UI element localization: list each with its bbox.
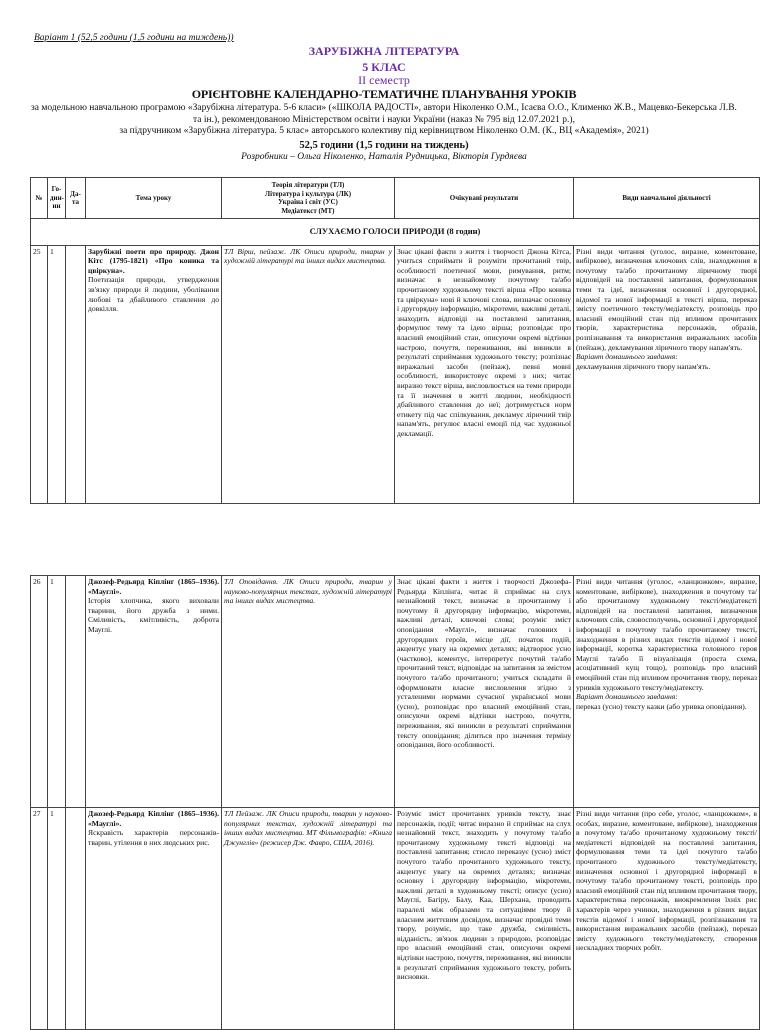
semester-title: ІІ семестр (358, 73, 410, 87)
row-theory: ТЛ Пейзаж. ЛК Описи природи, тварин у науково-популярних текстах, художній літературі та інших видах мистецтва. МТ Фільмографія: «Книга Джунглів» (режисер Дж. Фавро, США, 2016). (222, 808, 395, 1030)
table-header-row (31, 178, 760, 219)
table-row (31, 808, 760, 1030)
grade-title: 5 КЛАС (362, 60, 406, 74)
row-no: 25 (31, 245, 48, 503)
textbook-text: за підручником «Зарубіжна література. 5 клас» авторського колективу під керівництвом Ніколенко О.М. (К., ВЦ «Академія», 2021) (119, 126, 649, 136)
row-topic (86, 576, 222, 808)
row-topic (86, 245, 222, 503)
homework-label: Варіант домашнього завдання: (576, 352, 678, 362)
plan-table-2 (30, 575, 760, 1030)
row-results: Знає цікаві факти з життя і творчості Джона Кітса, учиться сприймати й розуміти прочитаний твір, особливості поетичної мови, римування, ритм; визначає в незнайомому почутому та/або прочитаному художньому тексті вірша «Про коника та цвіркуна» нові й ключові слова, визначає основну і другорядну інформацію, мікротеми, важливі деталі, знаходить відповіді на поставлені запитання, формулює тему та ідею вірша; розповідає про власний емоційний стан, описуючи окремі відтінки настрою, почуття, переживання, які виникли в результаті сприймання художнього тексту; розпізнає виражальні засоби (пейзаж), певні мовні особливості, використовує окремі з них; читає виразно текст вірша, висловлюється на теми природи та її значення в житті людини, необхідності дбайливого ставлення до неї; дотримується норм етикету під час спілкування, декламує ліричний твір напам'ять, регулює власні емоції під час художньої декламації. (395, 245, 574, 503)
row-date (66, 808, 86, 1030)
row-activities (574, 245, 760, 503)
subject-title: ЗАРУБІЖНА ЛІТЕРАТУРА (308, 44, 460, 58)
row-no: 27 (31, 808, 48, 1030)
table-row (31, 576, 760, 808)
topic-title: Джозеф-Редьярд Кіплінг (1865–1936). «Мауглі». (88, 577, 219, 596)
header-theory-mt: Медіатекст (МТ) (281, 206, 335, 215)
row-date (66, 245, 86, 503)
section-row (31, 219, 760, 246)
header-theory-us: Україна і світ (УС) (278, 198, 338, 206)
header-date: Да-та (66, 178, 86, 219)
section-title: СЛУХАЄМО ГОЛОСИ ПРИРОДИ (8 годин) (31, 219, 760, 246)
row-theory: ТЛ Оповідання. ЛК Описи природи, тварин у науково-популярних текстах, художній літературі та інших видах мистецтва. (222, 576, 395, 808)
activities-text: Різні види читання (уголос, виразне, коментоване, вибіркове), визначення ключових слів, знаходження в почутому та/або прочитаному ліричному творі відповідей на поставлені запитання, формулювання теми та ідеї, визначення основної і другорядної, відомої та нової інформації в тексті вірша, переказ змісту поетичного тексту/медіатексту, розповідь про власний емоційний стан під впливом прочитаних творів, характеристика персонажів, образів, розпізнавання та використання виражальних засобів (пейзаж), декламування ліричного твору напам'ять. (576, 246, 757, 352)
homework-label: Варіант домашнього завдання: (576, 692, 678, 702)
table-row (31, 245, 760, 503)
plan-title: ОРІЄНТОВНЕ КАЛЕНДАРНО-ТЕМАТИЧНЕ ПЛАНУВАННЯ УРОКІВ (191, 87, 577, 101)
topic-text: Яскравість характерів персонажів-тварин, утілення в них людських рис. (88, 828, 219, 847)
header-hours: Го-дин-ин (48, 178, 66, 219)
row-activities: Різні види читання (про себе, уголос, «ланцюжком», в особах, виразне, коментоване, вибіркове), знаходження в почутому та/або прочитаному художньому тексті/медіатексті відповідей на поставлені запитання, формулювання теми та ідеї почутого та/або прочитаного художнього тексту/медіатексту, визначення основної і другорядної інформації в почутому та/або прочитаному тексті, розповідь про власний емоційний стан під впливом прочитання твору, характеристика персонажів, виокремлення їхніх рис характерів через учинки, знаходження в різних видах текстів відомої і нової інформації, розпізнавання та використання виражальних засобів (пейзаж), переказ змісту художнього тексту/медіатексту, створення нескладних творчих робіт. (574, 808, 760, 1030)
row-theory: ТЛ Вірш, пейзаж. ЛК Описи природи, тварин у художній літературі та інших видах мистецтва. (222, 245, 395, 503)
header-theory-tl: Теорія літератури (ТЛ) (271, 181, 345, 189)
header-theory-lk: Література і культура (ЛК) (264, 189, 352, 198)
hours-text: 52,5 години (1,5 години на тиждень) (299, 140, 469, 151)
topic-text: Поетизація природи, утвердження зв'язку природи й людини, уболівання любові та дбайливого ставлення до довкілля. (88, 275, 219, 314)
activities-text: Різні види читання (уголос, «ланцюжком», виразне, коментоване, вибіркове), знаходження в почутому та/або прочитаному художньому тексті/медіатексті відповідей на поставлені запитання, визначення ключових слів, словосполучень, основної і другорядної інформації в почутому та/або прочитаному тексті, знаходження в різних видах текстів відомої і нової інформації, коротка характеристика головного героя Мауглі та/або її візуалізація (проста схема, асоціативний кущ тощо), розповідь про власний емоційний стан під впливом прочитання твору, переказ уривків художнього тексту/медіатексту. (576, 577, 757, 692)
row-results: Розуміє зміст прочитаних уривків тексту, знає персонажів, події; читає виразно й сприймає на слух незнайомий текст, знаходить у почутому та/або прочитаному художньому тексті відповіді на поставлені запитання; стисло переказує (усно) зміст почутого та/або прочитаного художнього тексту, акцентує увагу на окремих деталях; визначає основну і другорядну інформацію, мікротеми, важливі деталі в художньому тексті; описує (усно) Мауглі, Багіру, Балу, Каа, Шерхана, проводить паралелі між образами та ситуаціями твору й власним життєвим досвідом, визначає провідні теми твору, розуміє, що таке дружба, сміливість, відданість, зв'язок людини з природою, розповідає про власний емоційний стан, описуючи окремі відтінки настрою, почуття, переживання, які виникли в результаті сприймання художнього тексту, робить висновки. (395, 808, 574, 1030)
header-activities: Види навчальної діяльності (574, 178, 760, 219)
header-theory (222, 178, 395, 219)
row-hours: 1 (48, 808, 66, 1030)
program-text: за модельною навчальною програмою «Зарубіжна література. 5-6 класи» («ШКОЛА РАДОСТІ», автори Ніколенко О.М., Ісаєва О.О., Клименко Ж.В., Мацевко-Бекерська Л.В. та ін.), рекомендованою Міністерством освіти і науки України (наказ № 795 від 12.07.2021 р.), (31, 103, 737, 125)
row-no: 26 (31, 576, 48, 808)
authors-text: Розробники – Ольга Ніколенко, Наталія Рудницька, Вікторія Гурдяєва (241, 152, 527, 162)
homework-text: переказ (усно) тексту казки (або уривка оповідання). (576, 701, 747, 711)
row-activities (574, 576, 760, 808)
row-date (66, 576, 86, 808)
topic-title: Джозеф-Редьярд Кіплінг (1865–1936). «Мауглі». (88, 809, 219, 828)
row-hours: 1 (48, 245, 66, 503)
row-topic (86, 808, 222, 1030)
header-no: № (31, 178, 48, 219)
variant-label: Варіант 1 (52,5 години (1,5 години на тиждень)) (34, 33, 234, 43)
header-topic: Тема уроку (86, 178, 222, 219)
header-results: Очікувані результати (395, 178, 574, 219)
row-hours: 1 (48, 576, 66, 808)
topic-text: Історія хлопчика, якого виховали тварини, його дружба з ними. Сміливість, кмітливість, доброта Мауглі. (88, 596, 219, 634)
row-results: Знає цікаві факти з життя і творчості Джозефа-Редьярда Кіплінга, читає й сприймає на слух незнайомий текст, визначає в прочитаному і почутому й другорядну інформацію, мікротеми, важливі деталі, ключові слова; розуміє зміст оповідання «Мауглі», визначає головних і другорядних героїв, місце дії, початок подій, акцентує увагу на окремих деталях; відтворює усно (частково), коментує, інтерпретує почутий та/або прочитаний текст, відповідає на запитання за змістом почутого та/або прочитаного; учиться складати й оформлювати власне висловлення згідно з усталеними нормами сучасної української мови (усно), розповідає про власний емоційний стан, описуючи окремі відтінки настрою, почуття, переживання, які виникли в результаті сприймання тексту оповідання; ділиться про значення терміну оповідання, його особливості. (395, 576, 574, 808)
homework-text: декламування ліричного твору напам'ять. (576, 361, 711, 371)
topic-title: Зарубіжні поети про природу. Джон Кітс (1795-1821) «Про коника та цвіркуна». (88, 246, 219, 275)
plan-table-1 (30, 177, 760, 504)
